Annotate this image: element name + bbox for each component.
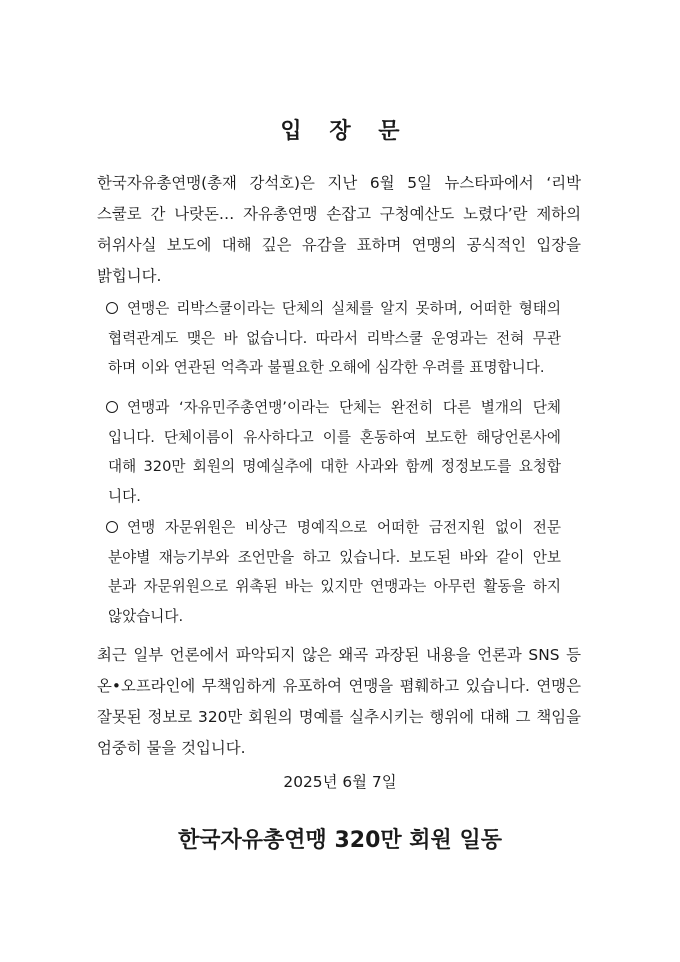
circle-bullet-icon (106, 401, 118, 413)
item-line: 입니다. 단체이름이 유사하다고 이를 혼동하여 보도한 해당언론사에 (108, 428, 561, 446)
item-line: 니다. (108, 487, 141, 505)
circle-bullet-icon (106, 302, 118, 314)
intro-line: 스쿨로 간 나랏돈… 자유총연맹 손잡고 구청예산도 노렸다’란 제하의 (97, 205, 581, 223)
closing-line: 최근 일부 언론에서 파악되지 않은 왜곡 과장된 내용을 언론과 SNS 등 (97, 646, 581, 664)
closing-paragraph (97, 640, 581, 764)
item-line: 연맹과 ‘자유민주총연맹’이라는 단체는 완전히 다른 별개의 단체 (127, 399, 561, 416)
intro-line: 밝힙니다. (97, 267, 162, 285)
document-title (0, 114, 680, 145)
item-first-line (106, 393, 561, 423)
item-first-line (106, 294, 561, 324)
item-line: 연맹 자문위원은 비상근 명예직으로 어떠한 금전지원 없이 전문 (127, 519, 561, 536)
circle-bullet-icon (106, 521, 118, 533)
title-char: 장 (329, 119, 351, 144)
item-line: 하며 이와 연관된 억측과 불필요한 오해에 심각한 우려를 표명합니다. (108, 359, 545, 376)
closing-line: 잘못된 정보로 320만 회원의 명예를 실추시키는 행위에 대해 그 책임을 (97, 708, 581, 726)
item-line: 않았습니다. (108, 607, 184, 625)
title-char: 문 (378, 119, 400, 144)
signature: 한국자유총연맹 320만 회원 일동 (178, 828, 502, 853)
statement-item-1 (106, 294, 561, 383)
intro-line: 한국자유총연맹(총재 강석호)은 지난 6월 5일 뉴스타파에서 ‘리박 (97, 174, 581, 192)
item-first-line (106, 513, 561, 543)
statement-item-3 (106, 513, 561, 631)
item-line: 협력관계도 맺은 바 없습니다. 따라서 리박스쿨 운영과는 전혀 무관 (108, 329, 561, 347)
statement-item-2 (106, 393, 561, 511)
item-line: 대해 320만 회원의 명예실추에 대한 사과와 함께 정정보도를 요청합 (108, 458, 561, 475)
item-line: 분야별 재능기부와 조언만을 하고 있습니다. 보도된 바와 같이 안보 (108, 548, 561, 566)
closing-line: 엄중히 물을 것입니다. (97, 739, 246, 757)
item-line: 연맹은 리박스쿨이라는 단체의 실체를 알지 못하며, 어떠한 형태의 (127, 300, 561, 317)
intro-line: 허위사실 보도에 대해 깊은 유감을 표하며 연맹의 공식적인 입장을 (97, 236, 581, 254)
intro-paragraph (97, 168, 581, 292)
item-line: 분과 자문위원으로 위촉된 바는 있지만 연맹과는 아무런 활동을 하지 (108, 578, 561, 595)
closing-line: 온•오프라인에 무책임하게 유포하여 연맹을 폄훼하고 있습니다. 연맹은 (97, 677, 581, 695)
document-date: 2025년 6월 7일 (283, 773, 397, 791)
title-char: 입 (280, 119, 302, 144)
